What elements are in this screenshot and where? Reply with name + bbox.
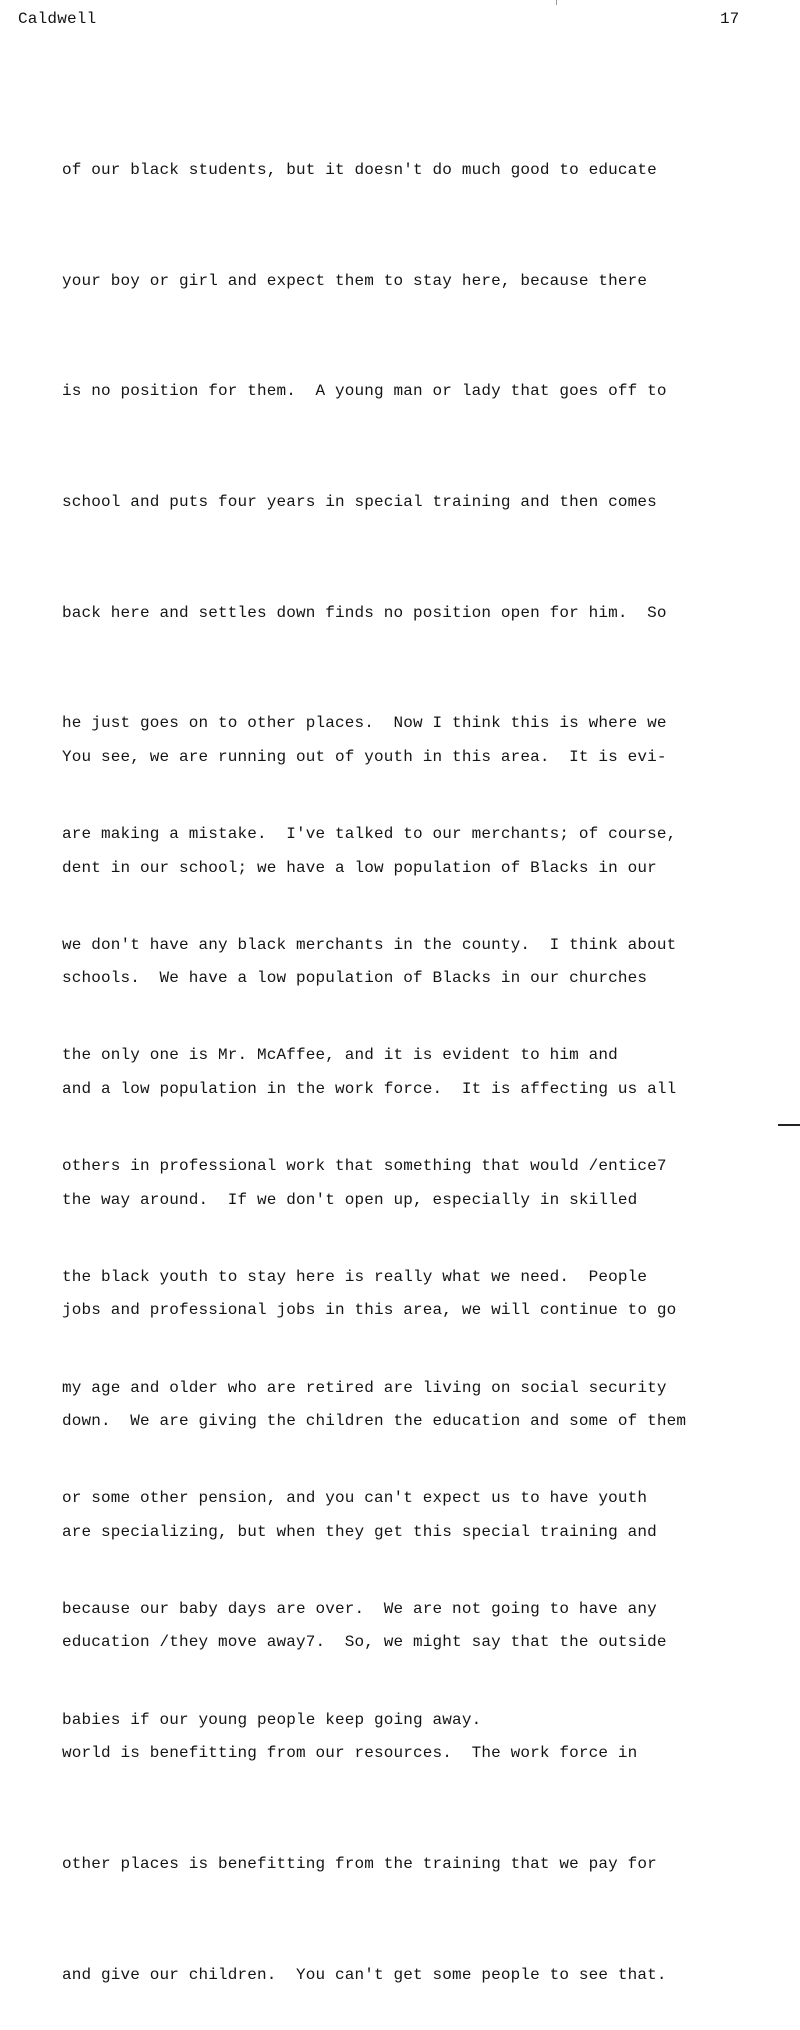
text-line: your boy or girl and expect them to stay here, because there bbox=[62, 271, 648, 290]
header-name: Caldwell bbox=[18, 10, 97, 28]
text-line: and a low population in the work force. It is affecting us all bbox=[62, 1079, 677, 1098]
text-line: education /they move away7. So, we might say that the outside bbox=[62, 1633, 667, 1652]
text-line: other places is benefitting from the training that we pay for bbox=[62, 1854, 657, 1873]
text-line: school and puts four years in special training and then comes bbox=[62, 492, 657, 511]
text-line: babies if our young people keep going away. bbox=[62, 1710, 482, 1729]
text-line: are specializing, but when they get this special training and bbox=[62, 1522, 657, 1541]
paragraph-2 bbox=[62, 665, 792, 2030]
text-line: because our baby days are over. We are not going to have any bbox=[62, 1599, 657, 1618]
text-line: he just goes on to other places. Now I think this is where we bbox=[62, 714, 667, 733]
text-line: dent in our school; we have a low population of Blacks in our bbox=[62, 858, 657, 877]
text-line: the only one is Mr. McAffee, and it is evident to him and bbox=[62, 1046, 618, 1065]
text-line: world is benefitting from our resources. The work force in bbox=[62, 1744, 638, 1763]
text-line: back here and settles down finds no position open for him. So bbox=[62, 603, 667, 622]
text-line: the way around. If we don't open up, especially in skilled bbox=[62, 1190, 638, 1209]
page-number: 17 bbox=[720, 10, 740, 28]
scan-mark bbox=[556, 0, 557, 5]
text-line: jobs and professional jobs in this area, we will continue to go bbox=[62, 1301, 677, 1320]
text-line: You see, we are running out of youth in this area. It is evi- bbox=[62, 747, 667, 766]
text-line: others in professional work that something that would /entice7 bbox=[62, 1157, 667, 1176]
text-line: down. We are giving the children the education and some of them bbox=[62, 1412, 687, 1431]
page-edge-mark bbox=[778, 1124, 800, 1126]
text-line: and give our children. You can't get some people to see that. bbox=[62, 1965, 667, 1984]
text-line: are making a mistake. I've talked to our merchants; of course, bbox=[62, 825, 677, 844]
text-line: schools. We have a low population of Blacks in our churches bbox=[62, 969, 648, 988]
text-line: is no position for them. A young man or lady that goes off to bbox=[62, 382, 667, 401]
text-line: the black youth to stay here is really what we need. People bbox=[62, 1267, 648, 1286]
text-line: of our black students, but it doesn't do much good to educate bbox=[62, 160, 657, 179]
text-line: we don't have any black merchants in the county. I think about bbox=[62, 935, 677, 954]
text-line: my age and older who are retired are living on social security bbox=[62, 1378, 667, 1397]
text-line: or some other pension, and you can't expect us to have youth bbox=[62, 1489, 648, 1508]
